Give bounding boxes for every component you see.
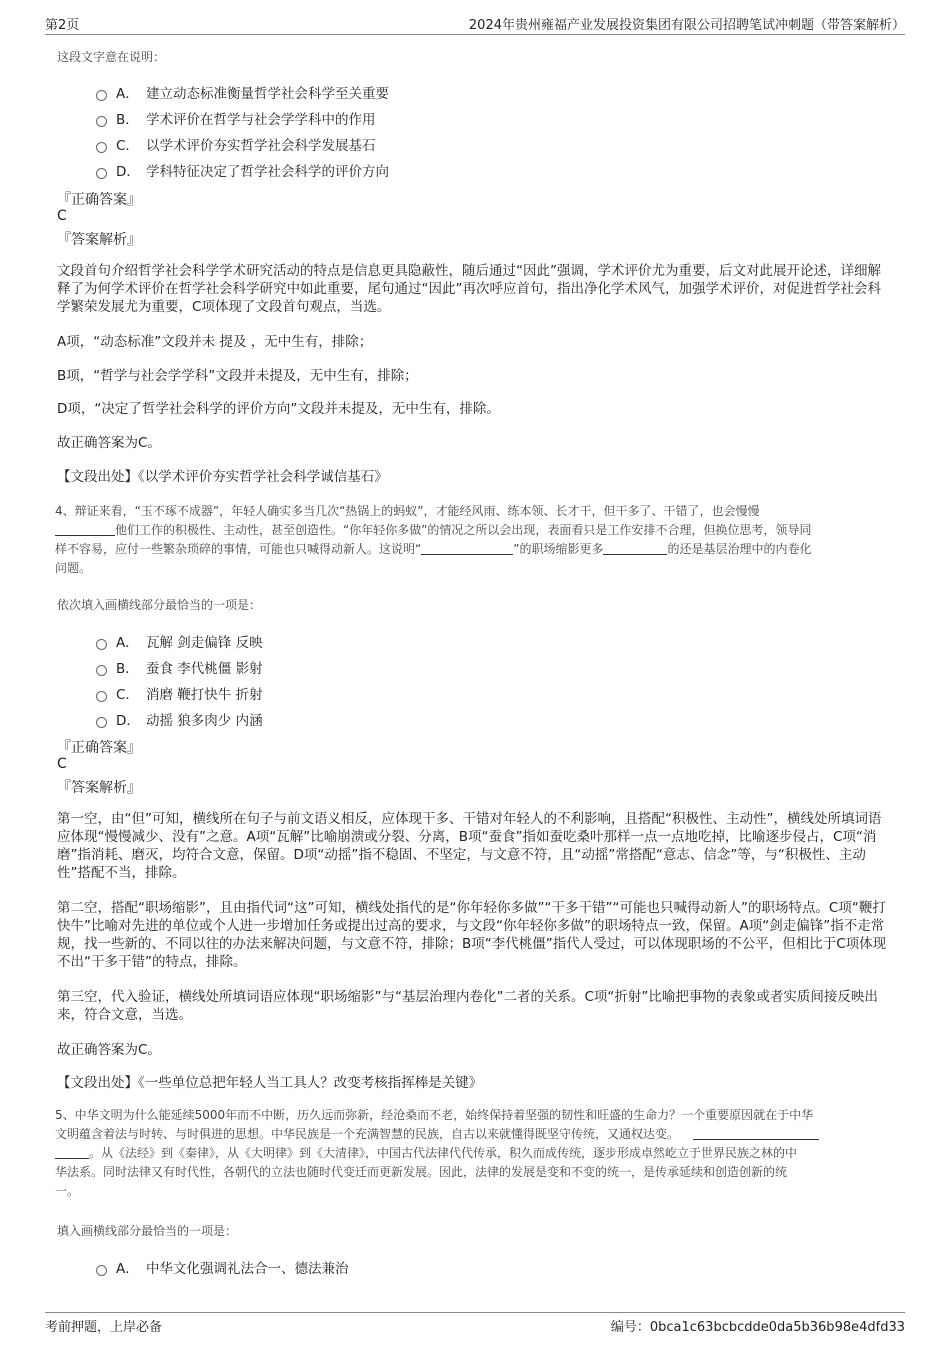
- q3-analysis-label: 『答案解析』: [57, 232, 141, 248]
- q4-option-c[interactable]: C． 消磨 鞭打快牛 折射: [96, 683, 263, 703]
- page-number: 第2页: [45, 18, 80, 33]
- q3-answer-label: 『正确答案』: [57, 192, 141, 208]
- fill-blank: [693, 1127, 819, 1140]
- q5-stem-line-1: 5、中华文明为什么能延续5000年而不中断，历久远而弥新，经沧桑而不老，始终保持着坚强的韧性和旺盛的生命力？一个重要原因就在于中华: [55, 1108, 814, 1122]
- q5-prompt: 填入画横线部分最恰当的一项是：: [57, 1224, 238, 1238]
- q3-option-a[interactable]: A． 建立动态标准衡量哲学社会科学至关重要: [96, 82, 389, 102]
- q4-analysis-blank-1: 第一空，由“但”可知，横线所在句子与前文语义相反，应体现干多、干错对年轻人的不利影响，且搭配“积极性、主动性”，横线处所填词语应体现“慢慢减少、没有”之意。A项“瓦解”比喻崩溃或分裂、分离，B项“蚕食”指如蚕吃桑叶那样一点一点地吃掉，比喻逐步侵占，C项“消磨”指消耗、磨灭，均符合文意，保留。D项“动摇”指不稳固、不坚定，与文意不符，且“动摇”常搭配“意志、信念”等，与“积极性、主动性”搭配不当，排除。: [57, 811, 882, 881]
- q4-option-b[interactable]: B． 蚕食 李代桃僵 影射: [96, 657, 263, 677]
- radio-button-icon[interactable]: [96, 142, 107, 153]
- q4-conclusion: 故正确答案为C。: [57, 1042, 161, 1058]
- radio-button-icon[interactable]: [96, 168, 107, 179]
- document-title: 2024年贵州雍福产业发展投资集团有限公司招聘笔试冲刺题（带答案解析）: [468, 18, 905, 33]
- q3-option-b[interactable]: B． 学术评价在哲学与社会学学科中的作用: [96, 108, 376, 128]
- q4-analysis-blank-2: 第二空，搭配“职场缩影”，且由指代词“这”可知，横线处指代的是“你年轻你多做”“干多干错”“可能也只喊得动新人”的职场特点。C项“鞭打快牛”比喻对先进的单位或个人进一步增加任务或提出过高的要求，与文段“你年轻你多做”的职场特点一致，保留。A项“剑走偏锋”指不走常规，找一些新的、不同以往的办法来解决问题，与文意不符，排除；B项“李代桃僵”指代人受过，可以体现职场的不公平，但相比于C项体现不出“干多干错”的特点，排除。: [57, 900, 887, 970]
- radio-button-icon[interactable]: [96, 717, 107, 728]
- footer-slogan: 考前押题，上岸必备: [45, 1320, 163, 1335]
- q5-stem-line-3: 。从《法经》到《秦律》，从《大明律》到《大清律》，中国古代法律代代传承，积久而成传统，逐步形成卓然屹立于世界民族之林的中: [55, 1144, 900, 1163]
- q3-option-c[interactable]: C． 以学术评价夯实哲学社会科学发展基石: [96, 134, 376, 154]
- q4-answer-label: 『正确答案』: [57, 740, 141, 756]
- fill-blank: [55, 523, 115, 536]
- q3-answer: C: [57, 208, 67, 224]
- q4-analysis-label: 『答案解析』: [57, 780, 141, 796]
- q3-conclusion: 故正确答案为C。: [57, 435, 161, 451]
- q3-source: 【文段出处】《以学术评价夯实哲学社会科学诚信基石》: [57, 469, 388, 485]
- radio-button-icon[interactable]: [96, 90, 107, 101]
- q4-stem: [55, 502, 900, 578]
- q4-source: 【文段出处】《一些单位总把年轻人当工具人？改变考核指挥棒是关键》: [57, 1075, 483, 1091]
- q3-option-d[interactable]: D． 学科特征决定了哲学社会科学的评价方向: [96, 160, 389, 180]
- radio-button-icon[interactable]: [96, 665, 107, 676]
- q5-stem-line-2: 文明蕴含着法与时转、与时俱进的思想。中华民族是一个充满智慧的民族，自古以来就懂得既坚守传统，又通权达变。: [55, 1125, 900, 1144]
- q5-stem-line-5: 一。: [55, 1184, 80, 1198]
- fill-blank: [421, 542, 513, 555]
- q5-stem: [55, 1106, 900, 1201]
- q3-analysis: 文段首句介绍哲学社会科学学术研究活动的特点是信息更具隐蔽性，随后通过“因此”强调，学术评价尤为重要，后文对此展开论述，详细解释了为何学术评价在哲学社会科学研究中如此重要，尾句通过“因此”再次呼应首句，指出净化学术风气，加强学术评价，对促进哲学社会科学繁荣发展尤为重要，C项体现了文段首句观点，当选。: [57, 263, 881, 315]
- q3-prompt: 这段文字意在说明：: [57, 50, 166, 64]
- fill-blank: [603, 542, 667, 555]
- radio-button-icon[interactable]: [96, 639, 107, 650]
- document-id: 编号：0bca1c63bcbcdde0da5b36b98e4dfd33: [610, 1320, 905, 1335]
- q3-option-a-analysis: A项，“动态标准”文段并未 提及 ，无中生有，排除；: [57, 334, 373, 350]
- q4-analysis-blank-3: 第三空，代入验证，横线处所填词语应体现“职场缩影”与“基层治理内卷化”二者的关系。C项“折射”比喻把事物的表象或者实质间接反映出来，符合文意，当选。: [57, 989, 878, 1023]
- q4-option-a[interactable]: A． 瓦解 剑走偏锋 反映: [96, 631, 263, 651]
- q4-option-d[interactable]: D． 动摇 狼多肉少 内涵: [96, 709, 263, 729]
- radio-button-icon[interactable]: [96, 116, 107, 127]
- q5-stem-line-4: 华法系。同时法律又有时代性，各朝代的立法也随时代变迁而更新发展。因此，法律的发展是变和不变的统一，是传承延续和创造创新的统: [55, 1165, 788, 1179]
- q3-option-b-analysis: B项，“哲学与社会学学科”文段并未提及，无中生有，排除；: [57, 368, 418, 384]
- q4-stem-line-1: 4、辩证来看，“玉不琢不成器”，年轻人确实多当几次“热锅上的蚂蚁”，才能经风雨、练本领、长才干，但干多了、干错了，也会慢慢: [55, 504, 760, 518]
- radio-button-icon[interactable]: [96, 1265, 107, 1276]
- page-footer: [45, 1312, 905, 1335]
- q4-stem-line-4: 问题。: [55, 561, 92, 575]
- q3-option-d-analysis: D项，“决定了哲学社会科学的评价方向”文段并未提及，无中生有，排除。: [57, 401, 500, 417]
- q4-prompt: 依次填入画横线部分最恰当的一项是：: [57, 598, 262, 612]
- radio-button-icon[interactable]: [96, 691, 107, 702]
- page-header: [45, 14, 905, 35]
- q5-option-a[interactable]: A． 中华文化强调礼法合一、德法兼治: [96, 1257, 349, 1277]
- q4-answer: C: [57, 756, 67, 772]
- q4-stem-line-3: 样不容易，应付一些繁杂琐碎的事情，可能也只喊得动新人。这说明“ ”的职场缩影更多 的还是基层治理中的内卷化: [55, 542, 812, 556]
- fill-blank: [55, 1146, 89, 1159]
- q4-stem-line-2: 他们工作的积极性、主动性，甚至创造性。“你年轻你多做”的情况之所以会出现，表面看只是工作安排不合理，但换位思考，领导同: [55, 521, 900, 540]
